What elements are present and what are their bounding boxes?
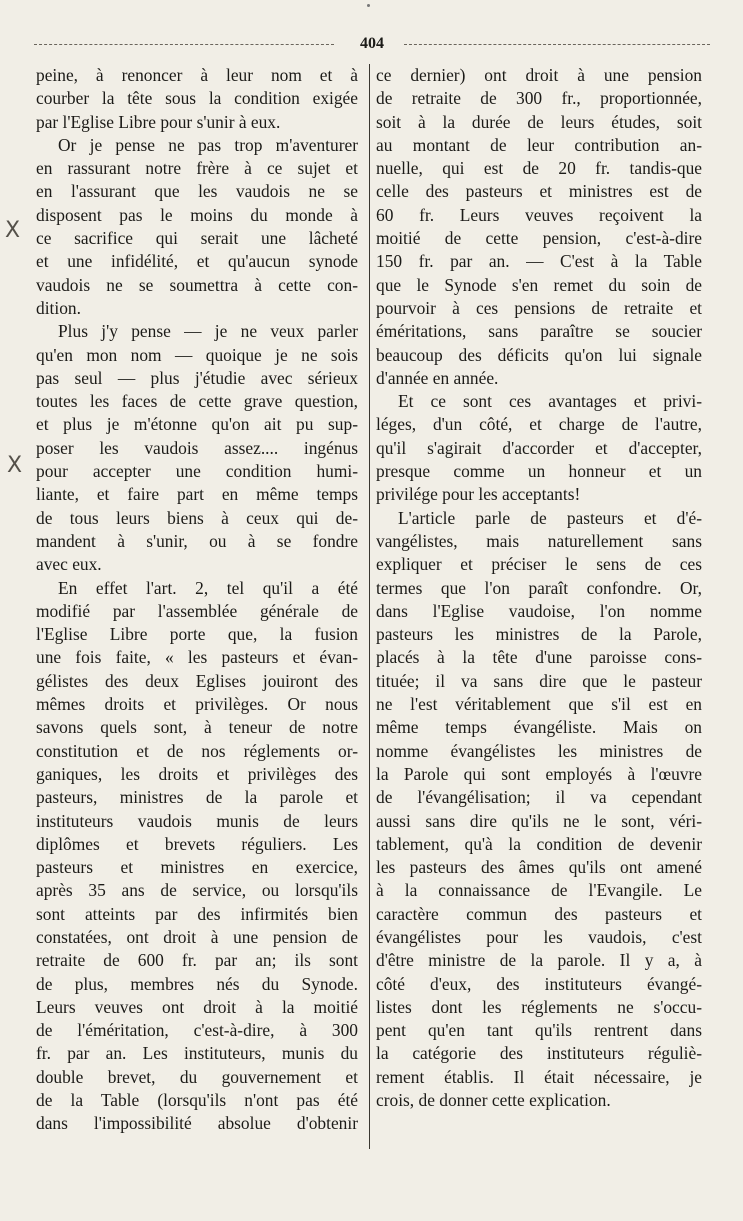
text-line: Plus j'y pense — je ne veux parler: [58, 321, 358, 342]
text-line: pour accepter une condition humi-: [36, 461, 358, 482]
text-line: au montant de leur contribution an-: [376, 134, 702, 155]
text-line: soit à la durée de leurs études, soit: [376, 111, 702, 132]
text-line: liante, et faire part en même temps: [36, 484, 358, 505]
text-line: après 35 ans de service, ou lorsqu'ils: [36, 880, 358, 901]
text-line: double brevet, du gouvernement et: [36, 1066, 358, 1087]
ink-speck: [367, 4, 370, 7]
text-line: courber la tête sous la condition exigée: [36, 88, 358, 109]
text-line: ganiques, les droits et privilèges des: [36, 763, 358, 784]
text-line: modifié par l'assemblée générale de: [36, 600, 358, 621]
text-line: placés à la tête d'une paroisse cons-: [376, 647, 702, 668]
text-line: vangélistes, mais naturellement sans: [376, 530, 702, 551]
text-line: ce dernier) ont droit à une pension: [376, 65, 702, 85]
text-line: l'Eglise Libre porte que, la fusion: [36, 624, 358, 645]
text-line: à la connaissance de l'Evangile. Le: [376, 880, 702, 901]
text-line: instituteurs vaudois munis de leurs: [36, 810, 358, 831]
margin-mark: X: [7, 453, 23, 478]
text-line: crois, de donner cette explication.: [376, 1090, 611, 1111]
text-line: Leurs veuves ont droit à la moitié: [36, 996, 358, 1017]
text-line: constitution et de nos réglements or-: [36, 740, 358, 761]
text-line: peine, à renoncer à leur nom et à: [36, 65, 358, 85]
text-line: pourvoir à ces pensions de retraite et: [376, 297, 702, 318]
text-line: mêmes droits et privilèges. Or nous: [36, 694, 358, 715]
text-line: qu'il s'agirait d'accorder et d'accepter,: [376, 437, 702, 458]
text-line: privilége pour les acceptants!: [376, 484, 581, 505]
text-line: presque comme un honneur et un: [376, 461, 702, 482]
text-line: de retraite de 300 fr., proportionnée,: [376, 88, 702, 109]
text-line: tituée; il va sans dire que le pasteur: [376, 670, 702, 691]
text-line: caractère commun des pasteurs et: [376, 903, 702, 924]
text-line: listes dont les réglements ne s'occu-: [376, 996, 702, 1017]
text-line: vaudois ne se soumettra à cette con-: [36, 274, 358, 295]
text-line: et plus je m'étonne qu'on ait pu sup-: [36, 414, 358, 435]
text-line: léges, d'un côté, et charge de l'autre,: [376, 414, 702, 435]
text-line: termes que l'on paraît confondre. Or,: [376, 577, 702, 598]
text-line: gélistes des deux Eglises jouiront des: [36, 670, 358, 691]
text-line: de plus, membres nés du Synode.: [36, 973, 358, 994]
text-line: éméritations, sans paraître se soucier: [376, 321, 702, 342]
text-line: de l'évangélisation; il va cependant: [376, 787, 702, 808]
text-line: En effet l'art. 2, tel qu'il a été: [58, 577, 358, 598]
column-divider: [369, 64, 370, 1149]
text-line: constatées, ont droit à une pension de: [36, 926, 358, 947]
text-line: pas seul — plus j'étudie avec sérieux: [36, 367, 358, 388]
text-line: 150 fr. par an. — C'est à la Table: [376, 251, 702, 272]
text-line: toutes les faces de cette grave question,: [36, 391, 358, 412]
text-line: moitié de cette pension, c'est-à-dire: [376, 228, 702, 249]
text-line: la catégorie des instituteurs réguliè-: [376, 1043, 702, 1064]
text-line: les pasteurs des âmes qu'ils ont amené: [376, 857, 702, 878]
text-line: beaucoup des déficits qu'on lui signale: [376, 344, 702, 365]
text-line: pasteurs les ministres de la Parole,: [376, 624, 702, 645]
text-line: pasteurs et ministres en exercice,: [36, 857, 358, 878]
text-line: avec eux.: [36, 554, 102, 575]
text-line: dans l'impossibilité absolue d'obtenir: [36, 1113, 358, 1134]
page-header: [34, 34, 710, 56]
text-line: de l'éméritation, c'est-à-dire, à 300: [36, 1020, 358, 1041]
text-line: rement établis. Il était nécessaire, je: [376, 1066, 702, 1087]
header-rule-right: [404, 44, 710, 45]
text-line: qu'en mon nom — quoique je ne sois: [36, 344, 358, 365]
text-line: d'être ministre de la parole. Il y a, à: [376, 950, 702, 971]
text-line: et une infidélité, et qu'aucun synode: [36, 251, 358, 272]
text-line: aussi sans dire qu'ils ne le sont, véri-: [376, 810, 702, 831]
text-line: celle des pasteurs et ministres est de: [376, 181, 702, 202]
left-column: [36, 64, 358, 1136]
text-line: de la Table (lorsqu'ils n'ont pas été: [36, 1090, 358, 1111]
text-line: diplômes et brevets réguliers. Les: [36, 833, 358, 854]
text-line: Et ce sont ces avantages et privi-: [398, 391, 702, 412]
text-line: de tous leurs biens à ceux qui de-: [36, 507, 358, 528]
page-number: 404: [360, 35, 384, 52]
text-line: fr. par an. Les instituteurs, munis du: [36, 1043, 358, 1064]
text-line: disposent pas le moins du monde à: [36, 204, 358, 225]
text-line: poser les vaudois assez.... ingénus: [36, 437, 358, 458]
text-line: pasteurs, ministres de la parole et: [36, 787, 358, 808]
text-line: côté d'eux, des instituteurs évangé-: [376, 973, 702, 994]
text-line: par l'Eglise Libre pour s'unir à eux.: [36, 111, 281, 132]
margin-mark: X: [5, 218, 21, 243]
text-line: Or je pense ne pas trop m'aventurer: [58, 134, 358, 155]
text-line: une fois faite, « les pasteurs et évan-: [36, 647, 358, 668]
text-line: ce sacrifice qui serait une lâcheté: [36, 228, 358, 249]
text-line: sont atteints par des infirmités bien: [36, 903, 358, 924]
text-line: la Parole qui sont employés à l'œuvre: [376, 763, 702, 784]
text-line: retraite de 600 fr. par an; ils sont: [36, 950, 358, 971]
text-line: mandent à s'unir, ou à se fondre: [36, 530, 358, 551]
text-line: évangélistes pour les vaudois, c'est: [376, 926, 702, 947]
text-line: 60 fr. Leurs veuves reçoivent la: [376, 204, 702, 225]
text-line: d'année en année.: [376, 367, 499, 388]
text-line: même temps évangéliste. Mais on: [376, 717, 702, 738]
text-line: dition.: [36, 297, 81, 318]
text-line: que le Synode s'en remet du soin de: [376, 274, 702, 295]
text-line: nomme évangélistes les ministres de: [376, 740, 702, 761]
text-line: en rassurant notre frère à ce sujet et: [36, 158, 358, 179]
text-line: L'article parle de pasteurs et d'é-: [398, 507, 702, 528]
text-line: tablement, qu'à la condition de devenir: [376, 833, 702, 854]
right-column: [376, 64, 702, 1112]
text-line: ne l'est véritablement que s'il est en: [376, 694, 702, 715]
text-line: expliquer et préciser le sens de ces: [376, 554, 702, 575]
text-line: savons quels sont, à teneur de notre: [36, 717, 358, 738]
text-line: en l'assurant que les vaudois ne se: [36, 181, 358, 202]
text-line: pent qu'en tant qu'ils rentrent dans: [376, 1020, 702, 1041]
text-line: dans l'Eglise vaudoise, l'on nomme: [376, 600, 702, 621]
text-line: nuelle, qui est de 20 fr. tandis-que: [376, 158, 702, 179]
